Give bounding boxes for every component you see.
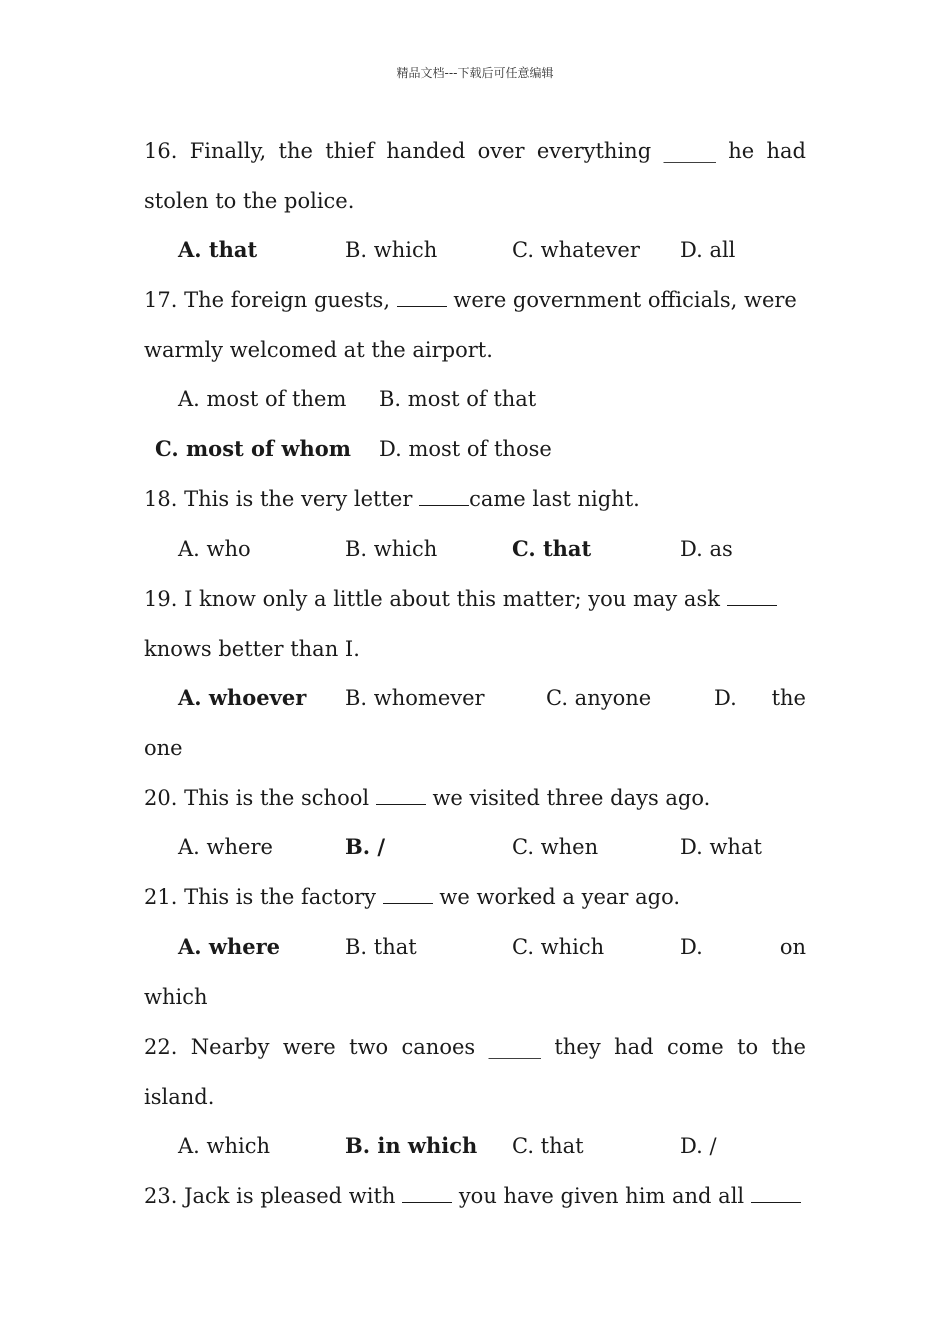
question-17-line-1: 17. The foreign guests, were government officials, were <box>144 288 797 312</box>
q19-option-d-label: D. <box>714 686 737 710</box>
question-16-line-2: stolen to the police. <box>144 189 355 213</box>
answer-blank <box>727 587 777 606</box>
q21-option-c: C. which <box>512 935 605 959</box>
q16-option-b: B. which <box>345 238 438 262</box>
answer-blank <box>419 487 469 506</box>
q16-option-d: D. all <box>680 238 736 262</box>
answer-blank <box>383 885 433 904</box>
q16-option-a: A. that <box>178 237 258 262</box>
page-header: 精品文档---下载后可任意编辑 <box>396 66 554 80</box>
q22-option-a: A. which <box>178 1134 271 1158</box>
answer-blank <box>376 786 426 805</box>
q22-option-c: C. that <box>512 1134 584 1158</box>
question-21-line-1: 21. This is the factory we worked a year ago. <box>144 885 681 909</box>
q17-option-c: C. most of whom <box>155 436 351 461</box>
q16-option-c: C. whatever <box>512 238 640 262</box>
q19-option-a: A. whoever <box>178 685 307 710</box>
question-22-line-1: 22. Nearby were two canoes _____ they had come to the <box>144 1035 806 1059</box>
q21-option-d-label: D. <box>680 935 703 959</box>
q18-option-b: B. which <box>345 537 438 561</box>
q21-option-b: B. that <box>345 935 417 959</box>
q19-option-d-continued: one <box>144 736 183 760</box>
question-19-line-1: 19. I know only a little about this matter; you may ask <box>144 584 806 614</box>
answer-blank <box>751 1184 801 1203</box>
q20-option-a: A. where <box>178 835 273 859</box>
q17-option-a: A. most of them <box>178 387 347 411</box>
q18-option-a: A. who <box>178 537 251 561</box>
question-16-line-1: 16. Finally, the thief handed over everything _____ he had <box>144 139 806 163</box>
q20-option-b: B. / <box>345 834 386 859</box>
answer-blank <box>402 1184 452 1203</box>
question-17-line-2: warmly welcomed at the airport. <box>144 338 493 362</box>
q17-option-b: B. most of that <box>379 387 537 411</box>
q19-option-b: B. whomever <box>345 686 485 710</box>
q22-option-d: D. / <box>680 1134 717 1158</box>
q21-option-a: A. where <box>178 934 281 959</box>
q20-option-c: C. when <box>512 835 599 859</box>
question-20-line-1: 20. This is the school we visited three days ago. <box>144 786 711 810</box>
question-23-line-1: 23. Jack is pleased with you have given him and all <box>144 1181 806 1211</box>
q18-option-d: D. as <box>680 537 733 561</box>
q21-option-d-continued: which <box>144 985 208 1009</box>
question-19-line-2: knows better than I. <box>144 637 360 661</box>
question-22-line-2: island. <box>144 1085 215 1109</box>
q21-option-d-word: on <box>779 935 806 959</box>
question-18-line-1: 18. This is the very letter came last night. <box>144 487 640 511</box>
q20-option-d: D. what <box>680 835 762 859</box>
q22-option-b: B. in which <box>345 1133 478 1158</box>
q19-option-c: C. anyone <box>546 686 652 710</box>
q18-option-c: C. that <box>512 536 592 561</box>
q17-option-d: D. most of those <box>379 437 552 461</box>
answer-blank <box>397 288 447 307</box>
q19-option-d-word: the <box>771 686 806 710</box>
